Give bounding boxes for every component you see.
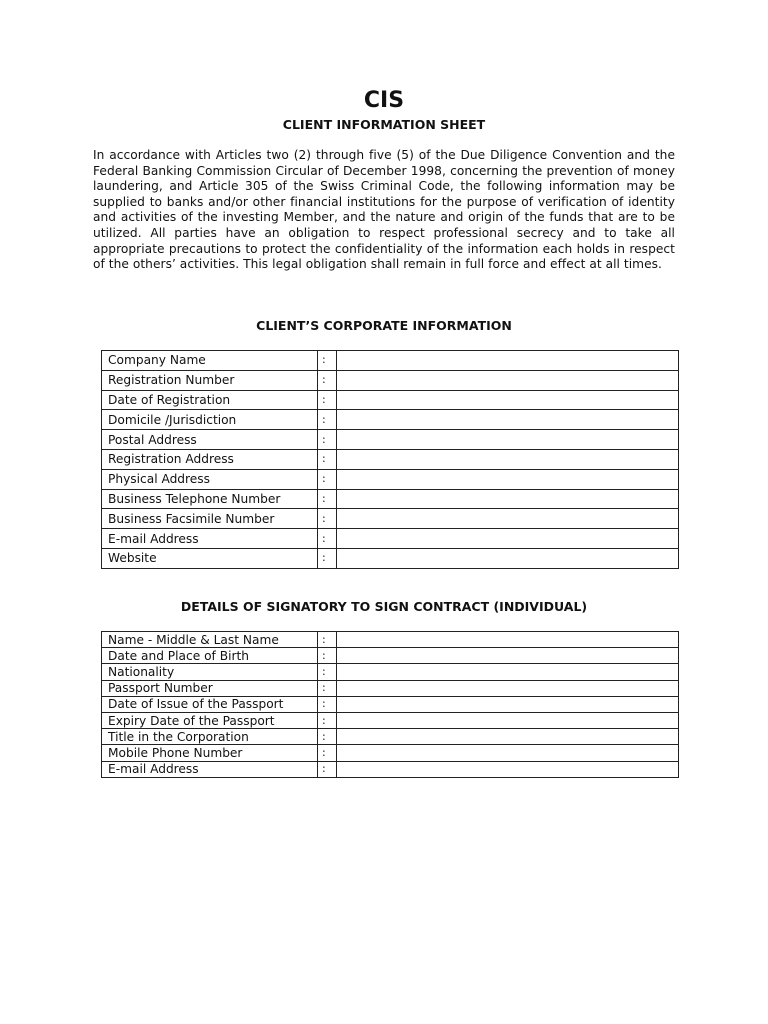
field-value-cell[interactable] bbox=[337, 632, 679, 648]
field-value-cell[interactable] bbox=[337, 680, 679, 696]
table-row bbox=[102, 410, 679, 430]
field-label: Postal Address bbox=[102, 430, 318, 450]
signatory-info-rows bbox=[102, 632, 679, 778]
field-value-cell[interactable] bbox=[337, 761, 679, 777]
field-value-cell[interactable] bbox=[337, 390, 679, 410]
table-row bbox=[102, 664, 679, 680]
document-title: CIS bbox=[363, 88, 405, 113]
field-separator: : bbox=[318, 648, 337, 664]
field-value-cell[interactable] bbox=[337, 489, 679, 509]
field-label: Date of Issue of the Passport bbox=[102, 696, 318, 712]
field-label: Date and Place of Birth bbox=[102, 648, 318, 664]
field-label: Website bbox=[102, 548, 318, 568]
table-row bbox=[102, 548, 679, 568]
field-value-cell[interactable] bbox=[337, 430, 679, 450]
table-row bbox=[102, 632, 679, 648]
table-row bbox=[102, 745, 679, 761]
field-separator: : bbox=[318, 664, 337, 680]
table-row bbox=[102, 509, 679, 529]
field-label: Company Name bbox=[102, 351, 318, 371]
field-separator: : bbox=[318, 509, 337, 529]
field-value-cell[interactable] bbox=[337, 351, 679, 371]
table-row bbox=[102, 469, 679, 489]
field-label: Registration Address bbox=[102, 449, 318, 469]
field-value-cell[interactable] bbox=[337, 370, 679, 390]
table-row bbox=[102, 449, 679, 469]
field-value-cell[interactable] bbox=[337, 745, 679, 761]
field-separator: : bbox=[318, 351, 337, 371]
field-separator: : bbox=[318, 712, 337, 728]
table-row bbox=[102, 351, 679, 371]
field-value-cell[interactable] bbox=[337, 696, 679, 712]
field-separator: : bbox=[318, 469, 337, 489]
field-label: Business Facsimile Number bbox=[102, 509, 318, 529]
intro-paragraph: In accordance with Articles two (2) through five (5) of the Due Diligence Convention and the Federal Banking Commission Circular of December 1998, concerning the prevention of money laundering, and Article 305 of the Swiss Criminal Code, the following information may be supplied to banks and/or other financial institutions for the purpose of verification of identity and activities of the investing Member, and the nature and origin of the funds that are to be utilized. All parties have an obligation to respect professional secrecy and to take all appropriate precautions to protect the confidentiality of the information each holds in respect of the others’ activities. This legal obligation shall remain in full force and effect at all times. bbox=[93, 148, 675, 272]
field-separator: : bbox=[318, 430, 337, 450]
field-value-cell[interactable] bbox=[337, 664, 679, 680]
field-separator: : bbox=[318, 410, 337, 430]
field-separator: : bbox=[318, 489, 337, 509]
field-separator: : bbox=[318, 745, 337, 761]
field-separator: : bbox=[318, 529, 337, 549]
field-value-cell[interactable] bbox=[337, 410, 679, 430]
field-label: Name - Middle & Last Name bbox=[102, 632, 318, 648]
field-label: Date of Registration bbox=[102, 390, 318, 410]
field-label: Nationality bbox=[102, 664, 318, 680]
field-label: Physical Address bbox=[102, 469, 318, 489]
table-row bbox=[102, 489, 679, 509]
field-separator: : bbox=[318, 632, 337, 648]
field-value-cell[interactable] bbox=[337, 509, 679, 529]
field-value-cell[interactable] bbox=[337, 529, 679, 549]
field-separator: : bbox=[318, 729, 337, 745]
table-row bbox=[102, 529, 679, 549]
field-value-cell[interactable] bbox=[337, 729, 679, 745]
table-row bbox=[102, 430, 679, 450]
field-label: E-mail Address bbox=[102, 761, 318, 777]
table-row bbox=[102, 712, 679, 728]
document-subtitle: CLIENT INFORMATION SHEET bbox=[282, 117, 486, 132]
field-value-cell[interactable] bbox=[337, 648, 679, 664]
field-label: Expiry Date of the Passport bbox=[102, 712, 318, 728]
table-row bbox=[102, 648, 679, 664]
table-row bbox=[102, 680, 679, 696]
field-separator: : bbox=[318, 548, 337, 568]
field-separator: : bbox=[318, 761, 337, 777]
table-row bbox=[102, 696, 679, 712]
field-separator: : bbox=[318, 696, 337, 712]
field-label: Registration Number bbox=[102, 370, 318, 390]
table-row bbox=[102, 761, 679, 777]
table-row bbox=[102, 729, 679, 745]
field-separator: : bbox=[318, 680, 337, 696]
field-value-cell[interactable] bbox=[337, 449, 679, 469]
field-label: Mobile Phone Number bbox=[102, 745, 318, 761]
corporate-section-heading: CLIENT’S CORPORATE INFORMATION bbox=[256, 318, 512, 333]
corporate-info-rows bbox=[102, 351, 679, 569]
field-label: Title in the Corporation bbox=[102, 729, 318, 745]
table-row bbox=[102, 390, 679, 410]
field-separator: : bbox=[318, 449, 337, 469]
field-value-cell[interactable] bbox=[337, 548, 679, 568]
field-value-cell[interactable] bbox=[337, 469, 679, 489]
field-label: Domicile /Jurisdiction bbox=[102, 410, 318, 430]
field-label: E-mail Address bbox=[102, 529, 318, 549]
field-separator: : bbox=[318, 370, 337, 390]
signatory-section-heading: DETAILS OF SIGNATORY TO SIGN CONTRACT (INDIVIDUAL) bbox=[180, 599, 588, 614]
corporate-info-table bbox=[101, 350, 679, 569]
field-label: Business Telephone Number bbox=[102, 489, 318, 509]
signatory-info-table bbox=[101, 631, 679, 778]
field-value-cell[interactable] bbox=[337, 712, 679, 728]
field-label: Passport Number bbox=[102, 680, 318, 696]
field-separator: : bbox=[318, 390, 337, 410]
table-row bbox=[102, 370, 679, 390]
